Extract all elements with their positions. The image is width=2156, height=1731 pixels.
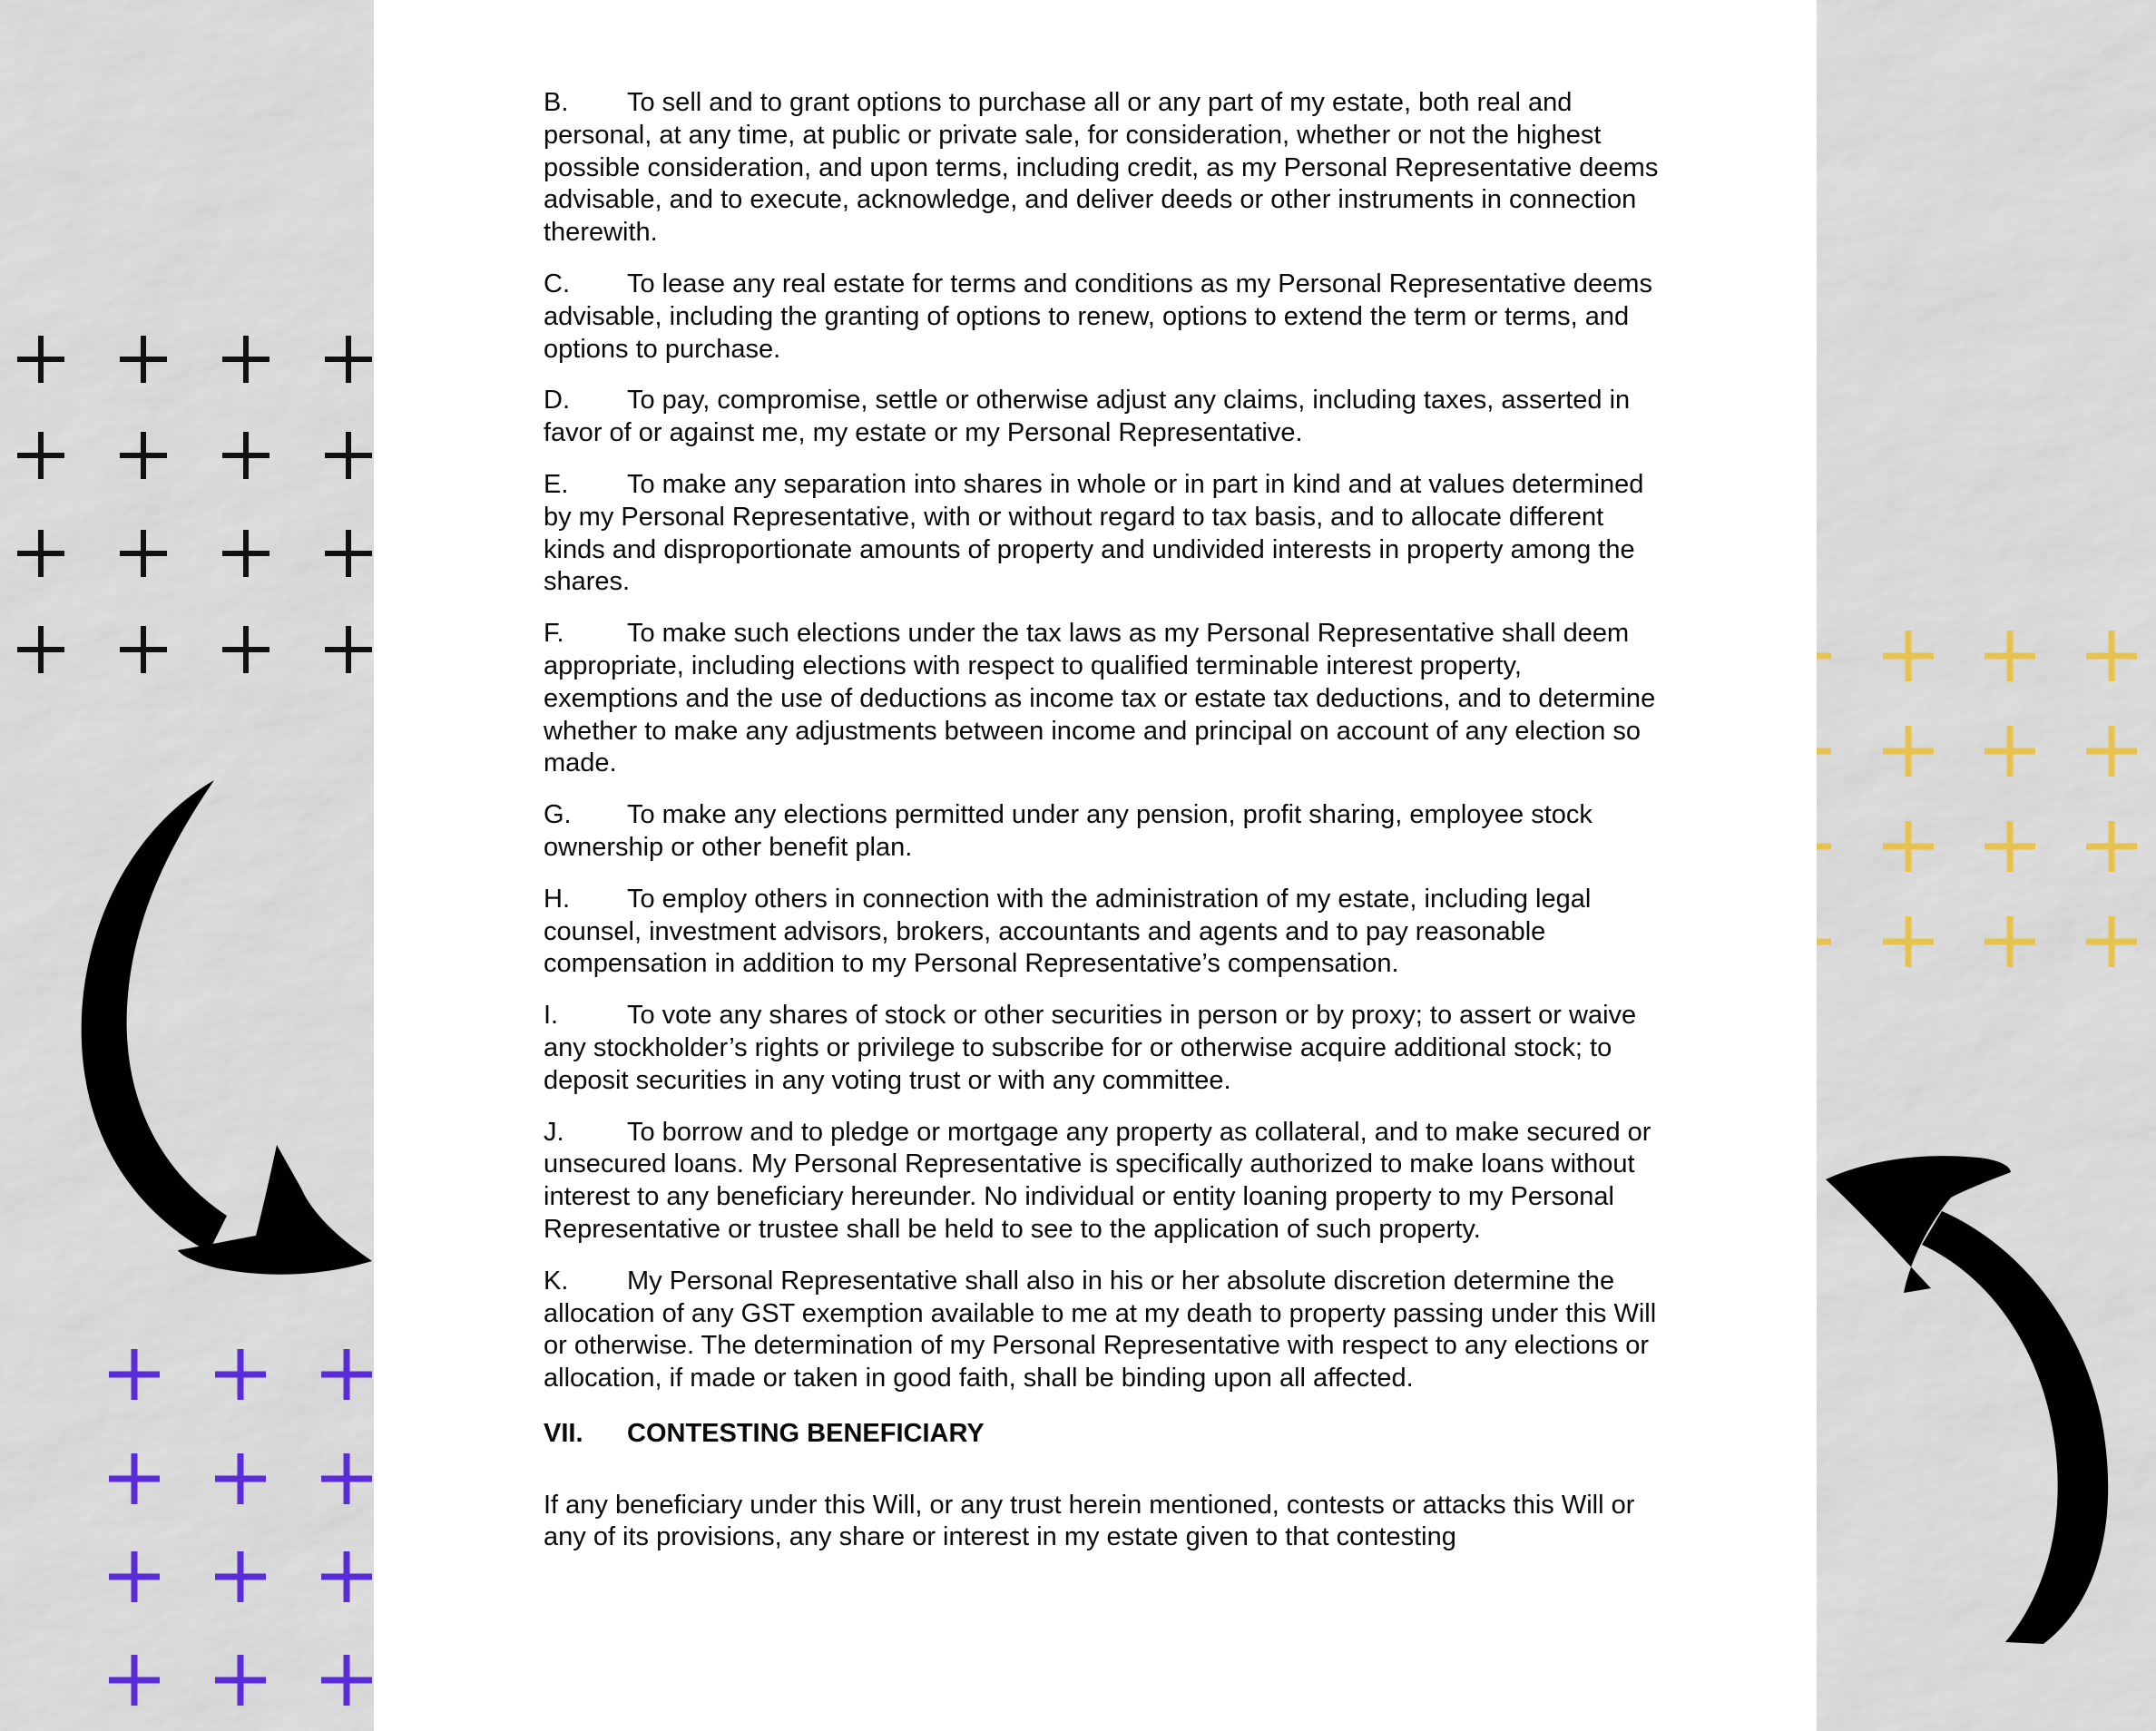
clause-text: To pay, compromise, settle or otherwise adjust any claims, including taxes, asserted in favor of or against me, my estate or my Personal Representative.	[544, 386, 1631, 448]
clause-text: To make any elections permitted under any pension, profit sharing, employee stock ownership or other benefit plan.	[544, 800, 1592, 862]
clause-b	[544, 87, 1660, 249]
document-page	[374, 0, 1817, 1731]
clause-j	[544, 1117, 1660, 1247]
clause-text: To borrow and to pledge or mortgage any property as collateral, and to make secured or unsecured loans. My Personal Representative is specifically authorized to make loans without interest to any beneficiary hereunder. No individual or entity loaning property to my Personal Representative or trustee shall be held to see to the application of such property.	[544, 1117, 1651, 1244]
section-number: VII.	[544, 1418, 583, 1448]
clause-i	[544, 1000, 1660, 1097]
clause-text: To vote any shares of stock or other securities in person or by proxy; to assert or waive any stockholder’s rights or privilege to subscribe for or otherwise acquire additional stock; to deposit securities in any voting trust or with any committee.	[544, 1001, 1637, 1095]
clause-d	[544, 385, 1660, 450]
clause-letter: H.	[544, 884, 570, 914]
document-body	[544, 87, 1660, 1573]
clause-letter: G.	[544, 800, 572, 830]
clause-h	[544, 884, 1660, 981]
clause-c	[544, 269, 1660, 366]
clause-e	[544, 469, 1660, 599]
clause-text: To make such elections under the tax laws as my Personal Representative shall deem appropriate, including elections with respect to qualified terminable interest property, exemptions and the use of deductions as income tax or estate tax deductions, and to determine whether to make any adjustments between income and principal on account of any election so made.	[544, 619, 1656, 778]
clause-text: To lease any real estate for terms and conditions as my Personal Representative deems advisable, including the granting of options to renew, options to extend the term or terms, and options to purchase.	[544, 269, 1652, 364]
clause-f	[544, 618, 1660, 780]
clause-text: My Personal Representative shall also in his or her absolute discretion determine the allocation of any GST exemption available to me at my death to property passing under this Will or otherwise. The determination of my Personal Representative with respect to any elections or allocation, if made or taken in good faith, shall be binding upon all affected.	[544, 1266, 1657, 1394]
clause-letter: J.	[544, 1117, 564, 1147]
clause-text: To employ others in connection with the administration of my estate, including legal counsel, investment advisors, brokers, accountants and agents and to pay reasonable compensation in addition to my Personal Representative’s compensation.	[544, 884, 1592, 979]
clause-letter: D.	[544, 386, 570, 416]
clause-text: To make any separation into shares in whole or in part in kind and at values determined by my Personal Representative, with or without regard to tax basis, and to allocate different kinds and disproportionate amounts of property and undivided interests in property among the shares.	[544, 469, 1644, 597]
clause-letter: B.	[544, 88, 569, 117]
section-title: CONTESTING BENEFICIARY	[627, 1418, 985, 1448]
clause-letter: E.	[544, 469, 569, 499]
clause-letter: F.	[544, 619, 564, 649]
clause-g	[544, 799, 1660, 865]
clause-k	[544, 1266, 1660, 1395]
final-paragraph: If any beneficiary under this Will, or any trust herein mentioned, contests or attacks this Will or any of its provisions, any share or interest in my estate given to that contesting	[544, 1490, 1635, 1552]
clause-letter: K.	[544, 1266, 569, 1296]
clause-letter: C.	[544, 269, 570, 298]
clause-letter: I.	[544, 1001, 559, 1031]
section-heading	[544, 1418, 1660, 1451]
clause-text: To sell and to grant options to purchase all or any part of my estate, both real and personal, at any time, at public or private sale, for consideration, whether or not the highest possible consideration, and upon terms, including credit, as my Personal Representative deems advisable, and to execute, acknowledge, and deliver deeds or other instruments in connection therewith.	[544, 88, 1659, 248]
